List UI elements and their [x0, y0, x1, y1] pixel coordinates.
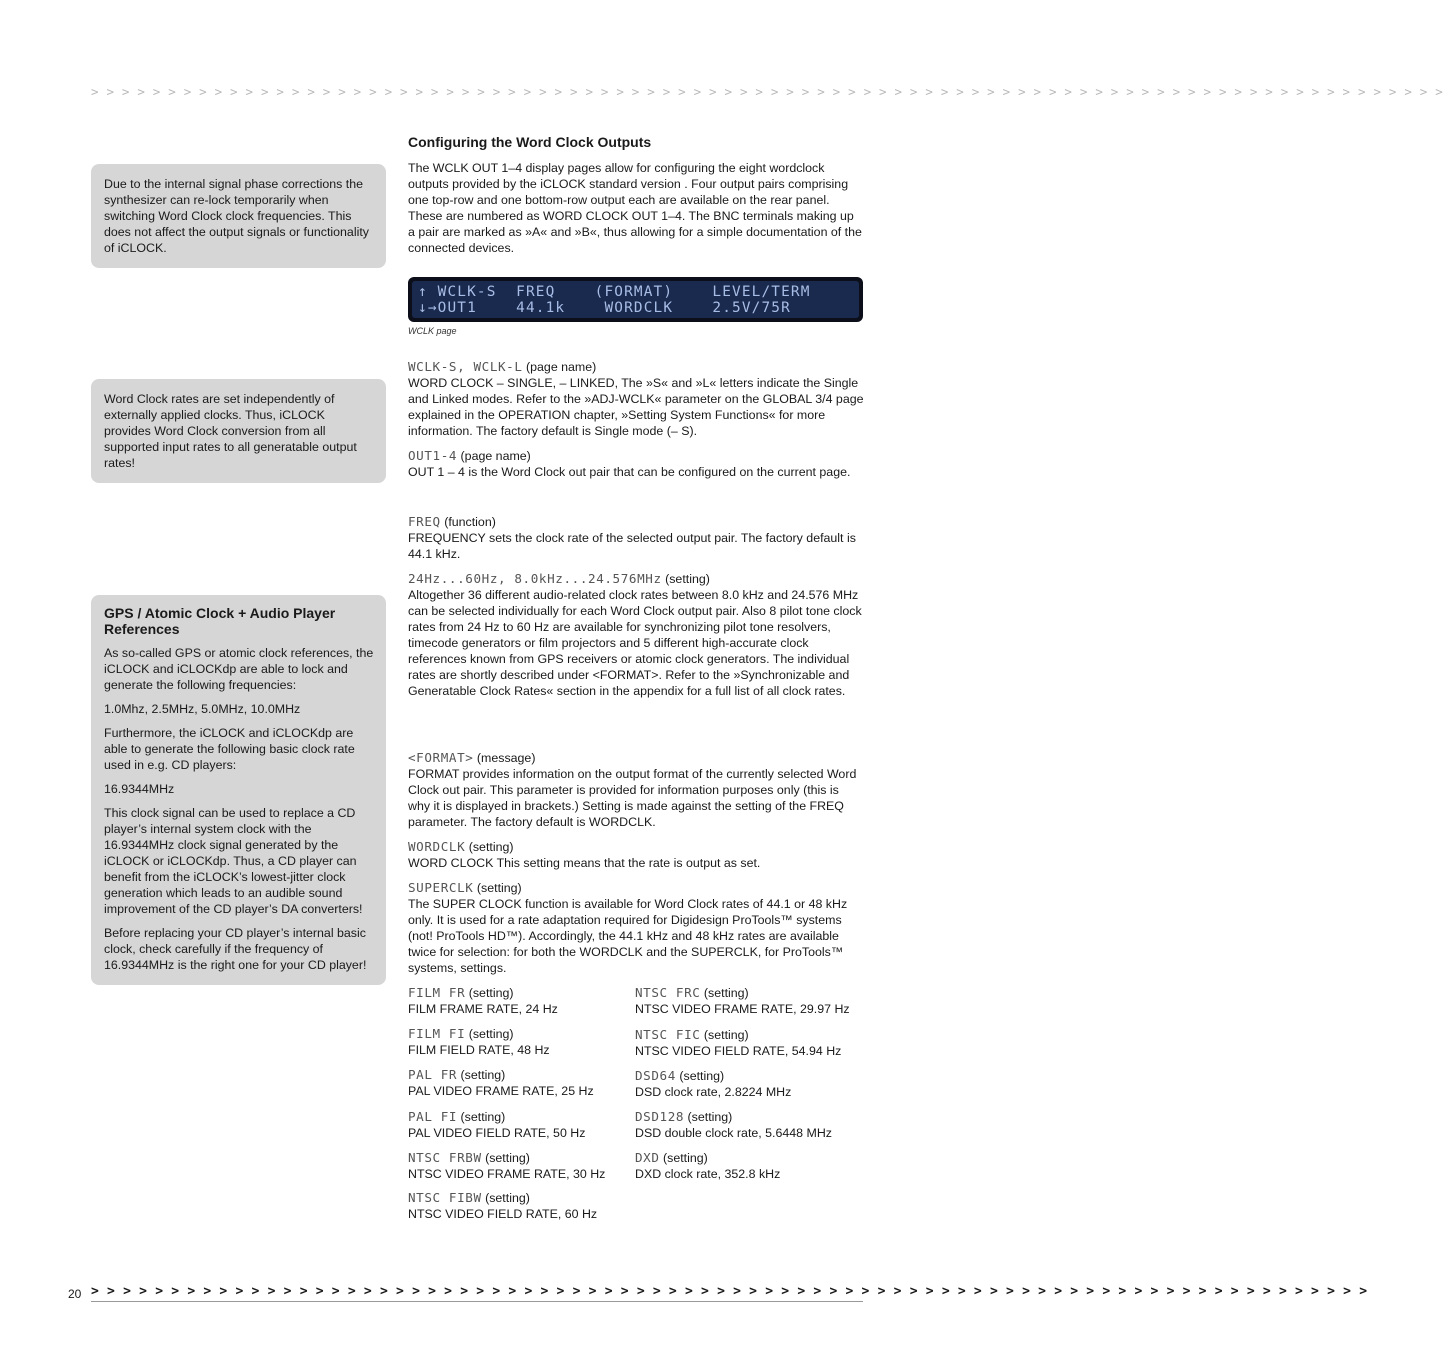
term-description: NTSC VIDEO FRAME RATE, 29.97 Hz [635, 1002, 850, 1016]
term-type: (setting) [703, 986, 749, 1000]
term-type: (setting) [663, 1151, 708, 1165]
term-type: (setting) [468, 840, 514, 854]
term-label: DSD128 [635, 1109, 685, 1124]
term-description: WORD CLOCK This setting means that the rate is output as set. [408, 856, 761, 870]
term-label: FILM FI [408, 1026, 466, 1041]
term-type: (setting) [679, 1069, 725, 1083]
term-label: 24Hz...60Hz, 8.0kHz...24.576MHz [408, 571, 662, 586]
note-text: Due to the internal signal phase corrections the synthesizer can re-lock temporarily when switching Word Clock clock frequencies. This does not affect the output signals or functionality of iCLOCK. [104, 177, 369, 255]
term-type: (page name) [526, 360, 597, 374]
entry-superclk [408, 880, 864, 976]
setting-dxd [635, 1150, 863, 1182]
term-description: The SUPER CLOCK function is available for Word Clock rates of 44.1 or 48 kHz only. It is used for a rate adaptation required for Digidesign ProTools™ systems (not! ProTools HD™). Accordingly, the 44.1 kHz and 48 kHz rates are available twice for selection: for both the WORDCLK and the SUPERCLK, for ProTools™ systems, settings. [408, 897, 848, 975]
term-description: FILM FRAME RATE, 24 Hz [408, 1002, 558, 1016]
lcd-display [408, 277, 863, 322]
term-label: FILM FR [408, 985, 466, 1000]
page-number: 20 [68, 1287, 82, 1301]
term-description: PAL VIDEO FIELD RATE, 50 Hz [408, 1126, 586, 1140]
term-description: DSD double clock rate, 5.6448 MHz [635, 1126, 832, 1140]
setting-ntsc-fibw [408, 1190, 628, 1222]
gps-paragraph: Furthermore, the iCLOCK and iCLOCKdp are able to generate the following basic clock rate used in e.g. CD players: [104, 726, 355, 772]
term-label: NTSC FIBW [408, 1190, 482, 1205]
term-type: (setting) [460, 1110, 506, 1124]
term-type: (page name) [460, 449, 531, 463]
term-description: NTSC VIDEO FIELD RATE, 60 Hz [408, 1207, 598, 1221]
term-description: Altogether 36 different audio-related clock rates between 8.0 kHz and 24.576 MHz can be selected individually for each Word Clock output pair. Also 8 pilot tone clock rates from 24 Hz to 60 Hz are available for synchronizing pilot tone resolvers, timecode generators or film projectors and 5 different high-accurate clock references known from GPS receivers or atomic clock generators. The individual rates are shortly described under <FORMAT>. Refer to the »Synchronizable and Generatable Clock Rates« section in the appendix for a full list of all clock rates. [408, 588, 862, 698]
lcd-line-2: ↓→OUT1 44.1k WORDCLK 2.5V/75R [418, 300, 791, 316]
term-type: (setting) [460, 1068, 506, 1082]
sidebar-note-relock [91, 164, 386, 268]
term-description: FILM FIELD RATE, 48 Hz [408, 1043, 550, 1057]
setting-dsd128 [635, 1109, 863, 1141]
term-label: <FORMAT> [408, 750, 474, 765]
term-description: NTSC VIDEO FIELD RATE, 54.94 Hz [635, 1044, 842, 1058]
setting-dsd64 [635, 1068, 863, 1100]
footer-divider [91, 1301, 863, 1302]
term-description: PAL VIDEO FRAME RATE, 25 Hz [408, 1084, 594, 1098]
term-label: NTSC FRC [635, 985, 701, 1000]
term-label: FREQ [408, 514, 441, 529]
term-label: NTSC FIC [635, 1027, 701, 1042]
sidebar-note-rates [91, 379, 386, 483]
term-label: DSD64 [635, 1068, 676, 1083]
entry-format [408, 750, 864, 830]
header-arrow-rule: > > > > > > > > > > > > > > > > > > > > > > > > > > > > > > > > > > > > > > > > > > > > > > > > > > > > > > > > > > > > > > > > > > > > > > > > > > > > > > > > > > > > > > > > [91, 84, 1443, 99]
section-title: Configuring the Word Clock Outputs [408, 134, 652, 150]
term-description: OUT 1 – 4 is the Word Clock out pair that can be configured on the current page. [408, 465, 851, 479]
term-description: FREQUENCY sets the clock rate of the selected output pair. The factory default is 44.1 kHz. [408, 531, 856, 561]
term-type: (setting) [476, 881, 522, 895]
term-label: DXD [635, 1150, 660, 1165]
footer-arrow-rule: > > > > > > > > > > > > > > > > > > > > > > > > > > > > > > > > > > > > > > > > > > > > > > > > > > > > > > > > > > > > > > > > > > > > > > > > > > > > > > > > [91, 1284, 1368, 1299]
lcd-screen [412, 281, 859, 318]
setting-film-fi [408, 1026, 628, 1058]
term-label: WORDCLK [408, 839, 466, 854]
section-heading-block [408, 133, 864, 151]
intro-paragraph: The WCLK OUT 1–4 display pages allow for configuring the eight wordclock outputs provided by the iCLOCK standard version . Four output pairs comprising one top-row and one bottom-row output each are available on the rear panel. These are numbered as WORD CLOCK OUT 1–4. The BNC terminals making up a pair are marked as »A« and »B«, thus allowing for a simple documentation of the connected devices. [408, 161, 862, 255]
term-label: WCLK-S, WCLK-L [408, 359, 523, 374]
lcd-line-1: ↑ WCLK-S FREQ (FORMAT) LEVEL/TERM [418, 284, 811, 300]
term-label: OUT1-4 [408, 448, 458, 463]
term-description: WORD CLOCK – SINGLE, – LINKED, The »S« and »L« letters indicate the Single and Linked modes. Refer to the »ADJ-WCLK« parameter on the GLOBAL 3/4 page explained in the OPERATION chapter, »Setting System Functions« for more information. The factory default is Single mode (– S). [408, 376, 864, 438]
setting-ntsc-frbw [408, 1150, 628, 1182]
term-type: (setting) [485, 1151, 530, 1165]
setting-ntsc-fic [635, 1027, 863, 1059]
term-type: (function) [444, 515, 496, 529]
term-type: (setting) [468, 1027, 514, 1041]
term-label: SUPERCLK [408, 880, 474, 895]
term-description: NTSC VIDEO FRAME RATE, 30 Hz [408, 1167, 606, 1181]
term-description: FORMAT provides information on the output format of the currently selected Word Clock out pair. This parameter is provided for information purposes only (this is why it is displayed in brackets.) Setting is made against the setting of the FREQ parameter. The factory default is WORDCLK. [408, 767, 857, 829]
setting-pal-fi [408, 1109, 628, 1141]
gps-paragraph: Before replacing your CD player’s internal basic clock, check carefully if the frequency of 16.9344MHz is the right one for your CD player! [104, 926, 367, 972]
setting-pal-fr [408, 1067, 628, 1099]
gps-cd-frequency: 16.9344MHz [104, 782, 175, 796]
term-type: (message) [476, 751, 536, 765]
term-description: DSD clock rate, 2.8224 MHz [635, 1085, 792, 1099]
term-description: DXD clock rate, 352.8 kHz [635, 1167, 781, 1181]
gps-paragraph: This clock signal can be used to replace a CD player’s internal system clock with the 16.9344MHz clock signal generated by the iCLOCK or iCLOCKdp. Thus, a CD player can benefit from the iCLOCK’s lowest-jitter clock generation which leads to an audible sound improvement of the CD player’s DA converters! [104, 806, 363, 916]
term-type: (setting) [665, 572, 710, 586]
lcd-caption: WCLK page [408, 326, 457, 336]
term-label: PAL FI [408, 1109, 458, 1124]
term-label: PAL FR [408, 1067, 458, 1082]
entry-rates [408, 571, 864, 699]
term-type: (setting) [703, 1028, 749, 1042]
term-type: (setting) [468, 986, 514, 1000]
entry-wclk [408, 359, 864, 439]
sidebar-gps-references [91, 595, 386, 985]
setting-film-fr [408, 985, 628, 1017]
note-text: Word Clock rates are set independently of externally applied clocks. Thus, iCLOCK provides Word Clock conversion from all supported input rates to all generatable output rates! [104, 392, 357, 470]
gps-frequencies: 1.0Mhz, 2.5MHz, 5.0MHz, 10.0MHz [104, 702, 301, 716]
term-type: (setting) [485, 1191, 530, 1205]
entry-wordclk [408, 839, 864, 871]
setting-ntsc-frc [635, 985, 863, 1017]
gps-paragraph: As so-called GPS or atomic clock references, the iCLOCK and iCLOCKdp are able to lock and generate the following frequencies: [104, 646, 374, 692]
gps-title: GPS / Atomic Clock + Audio Player References [104, 605, 336, 637]
entry-freq [408, 514, 864, 562]
term-type: (setting) [687, 1110, 733, 1124]
term-label: NTSC FRBW [408, 1150, 482, 1165]
entry-out [408, 448, 864, 480]
